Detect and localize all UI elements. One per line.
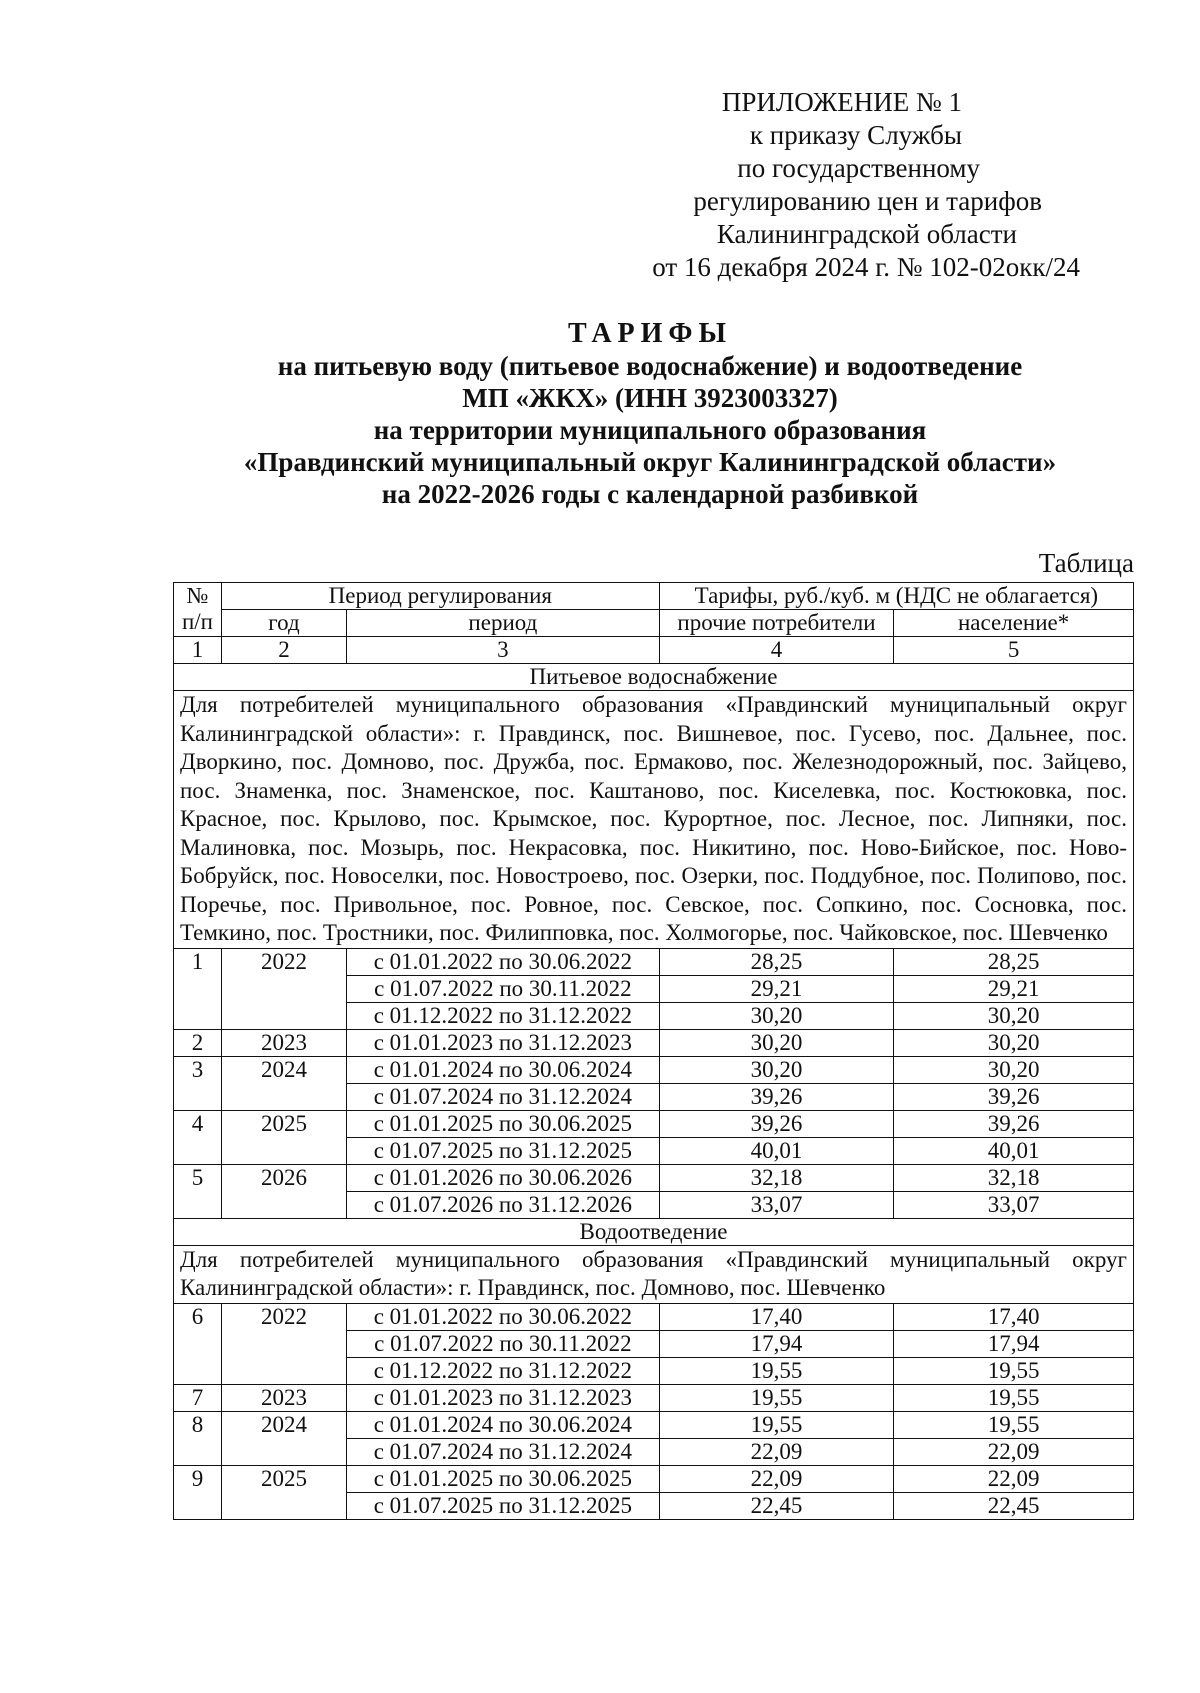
section-description: Для потребителей муниципального образования «Правдинский муниципальный округ Калининградской области»: г. Правдинск, пос. Домново, пос. Шевченко	[174, 1245, 1134, 1303]
row-tariff-population: 28,25	[894, 948, 1134, 975]
row-period: с 01.07.2026 по 31.12.2026	[347, 1191, 660, 1218]
table-row	[174, 1029, 1134, 1056]
row-tariff-other: 30,20	[659, 1056, 894, 1083]
appendix-line: к приказу Службы	[749, 120, 962, 150]
table-row	[174, 948, 1134, 975]
row-period: с 01.07.2025 по 31.12.2025	[347, 1137, 660, 1164]
header-num: № п/п	[174, 583, 222, 637]
row-tariff-other: 19,55	[659, 1411, 894, 1438]
row-number: 4	[174, 1110, 222, 1164]
appendix-line: по государственному	[737, 153, 980, 183]
table-caption: Таблица	[1038, 548, 1134, 578]
row-period: с 01.01.2022 по 30.06.2022	[347, 948, 660, 975]
row-tariff-population: 22,09	[894, 1465, 1134, 1492]
row-tariff-other: 22,09	[659, 1438, 894, 1465]
tariff-table-body	[174, 583, 1134, 1520]
column-number: 2	[221, 637, 346, 664]
row-year: 2022	[221, 948, 346, 1029]
row-tariff-other: 17,94	[659, 1330, 894, 1357]
document-title	[170, 318, 1130, 510]
title-heading: ТАРИФЫ	[568, 318, 732, 349]
row-tariff-population: 32,18	[894, 1164, 1134, 1191]
row-period: с 01.01.2022 по 30.06.2022	[347, 1303, 660, 1330]
row-year: 2026	[221, 1164, 346, 1218]
row-period: с 01.01.2025 по 30.06.2025	[347, 1465, 660, 1492]
appendix-line: ПРИЛОЖЕНИЕ № 1	[721, 87, 962, 117]
section-title: Питьевое водоснабжение	[174, 664, 1134, 691]
row-year: 2025	[221, 1110, 346, 1164]
table-row	[174, 1465, 1134, 1492]
row-number: 8	[174, 1411, 222, 1465]
row-period: с 01.12.2022 по 31.12.2022	[347, 1357, 660, 1384]
row-period: с 01.01.2024 по 30.06.2024	[347, 1411, 660, 1438]
title-line: на территории муниципального образования	[373, 415, 927, 445]
section-title-row	[174, 1218, 1134, 1245]
row-tariff-population: 19,55	[894, 1384, 1134, 1411]
row-number: 2	[174, 1029, 222, 1056]
row-year: 2022	[221, 1303, 346, 1384]
title-line: на питьевую воду (питьевое водоснабжение) и водоотведение	[277, 351, 1023, 381]
header-year: год	[221, 610, 346, 637]
row-year: 2024	[221, 1056, 346, 1110]
title-line: МП «ЖКХ» (ИНН 3923003327)	[462, 383, 838, 413]
row-tariff-other: 32,18	[659, 1164, 894, 1191]
row-tariff-population: 19,55	[894, 1357, 1134, 1384]
row-tariff-other: 19,55	[659, 1384, 894, 1411]
header-period-group: Период регулирования	[221, 583, 659, 610]
row-period: с 01.07.2022 по 30.11.2022	[347, 1330, 660, 1357]
row-tariff-other: 33,07	[659, 1191, 894, 1218]
row-period: с 01.07.2024 по 31.12.2024	[347, 1438, 660, 1465]
row-tariff-other: 39,26	[659, 1083, 894, 1110]
appendix-line: Калининградской области	[716, 219, 1017, 249]
appendix-line: регулированию цен и тарифов	[693, 186, 1042, 216]
row-period: с 01.01.2023 по 31.12.2023	[347, 1384, 660, 1411]
row-year: 2023	[221, 1029, 346, 1056]
row-period: с 01.07.2024 по 31.12.2024	[347, 1083, 660, 1110]
table-row	[174, 1303, 1134, 1330]
row-year: 2025	[221, 1465, 346, 1519]
column-number-row	[174, 637, 1134, 664]
row-tariff-population: 30,20	[894, 1056, 1134, 1083]
title-line: на 2022-2026 годы с календарной разбивкой	[381, 479, 919, 509]
header-population: население*	[894, 610, 1134, 637]
row-tariff-population: 29,21	[894, 975, 1134, 1002]
table-row	[174, 1411, 1134, 1438]
title-line: «Правдинский муниципальный округ Калининградской области»	[243, 447, 1057, 477]
section-description-row	[174, 1245, 1134, 1303]
section-description-row	[174, 691, 1134, 949]
row-period: с 01.07.2022 по 30.11.2022	[347, 975, 660, 1002]
row-period: с 01.07.2025 по 31.12.2025	[347, 1492, 660, 1519]
row-tariff-other: 30,20	[659, 1029, 894, 1056]
row-tariff-population: 39,26	[894, 1083, 1134, 1110]
header-tariff-group: Тарифы, руб./куб. м (НДС не облагается)	[659, 583, 1133, 610]
row-period: с 01.12.2022 по 31.12.2022	[347, 1002, 660, 1029]
row-number: 6	[174, 1303, 222, 1384]
row-period: с 01.01.2025 по 30.06.2025	[347, 1110, 660, 1137]
tariff-table	[173, 582, 1134, 1520]
row-tariff-population: 17,40	[894, 1303, 1134, 1330]
table-row	[174, 1056, 1134, 1083]
row-tariff-other: 29,21	[659, 975, 894, 1002]
section-description: Для потребителей муниципального образования «Правдинский муниципальный округ Калининградской области»: г. Правдинск, пос. Вишневое, пос. Гусево, пос. Дальнее, пос. Дворкино, пос. Домново, пос. Дружба, пос. Ермаково, пос. Железнодорожный, пос. Зайцево, пос. Знаменка, пос. Знаменское, пос. Каштаново, пос. Киселевка, пос. Костюковка, пос. Красное, пос. Крылово, пос. Крымское, пос. Курортное, пос. Лесное, пос. Липняки, пос. Малиновка, пос. Мозырь, пос. Некрасовка, пос. Никитино, пос. Ново-Бийское, пос. Ново-Бобруйск, пос. Новоселки, пос. Новостроево, пос. Озерки, пос. Поддубное, пос. Полипово, пос. Поречье, пос. Привольное, пос. Ровное, пос. Севское, пос. Сопкино, пос. Сосновка, пос. Темкино, пос. Тростники, пос. Филипповка, пос. Холмогорье, пос. Чайковское, пос. Шевченко	[174, 691, 1134, 949]
row-number: 9	[174, 1465, 222, 1519]
row-tariff-population: 33,07	[894, 1191, 1134, 1218]
row-tariff-population: 30,20	[894, 1002, 1134, 1029]
header-other: прочие потребители	[659, 610, 894, 637]
row-tariff-other: 19,55	[659, 1357, 894, 1384]
row-period: с 01.01.2024 по 30.06.2024	[347, 1056, 660, 1083]
section-title: Водоотведение	[174, 1218, 1134, 1245]
row-year: 2024	[221, 1411, 346, 1465]
table-row	[174, 1164, 1134, 1191]
row-tariff-population: 22,09	[894, 1438, 1134, 1465]
header-period: период	[347, 610, 660, 637]
row-tariff-other: 40,01	[659, 1137, 894, 1164]
row-year: 2023	[221, 1384, 346, 1411]
row-tariff-other: 22,09	[659, 1465, 894, 1492]
row-tariff-population: 39,26	[894, 1110, 1134, 1137]
row-tariff-other: 30,20	[659, 1002, 894, 1029]
row-tariff-population: 40,01	[894, 1137, 1134, 1164]
header-row	[174, 583, 1134, 610]
column-number: 5	[894, 637, 1134, 664]
table-row	[174, 1110, 1134, 1137]
table-row	[174, 1384, 1134, 1411]
row-tariff-population: 30,20	[894, 1029, 1134, 1056]
row-tariff-other: 17,40	[659, 1303, 894, 1330]
row-period: с 01.01.2026 по 30.06.2026	[347, 1164, 660, 1191]
column-number: 4	[659, 637, 894, 664]
row-tariff-other: 39,26	[659, 1110, 894, 1137]
section-title-row	[174, 664, 1134, 691]
row-number: 1	[174, 948, 222, 1029]
row-number: 7	[174, 1384, 222, 1411]
row-tariff-other: 22,45	[659, 1492, 894, 1519]
row-period: с 01.01.2023 по 31.12.2023	[347, 1029, 660, 1056]
column-number: 3	[347, 637, 660, 664]
row-tariff-population: 17,94	[894, 1330, 1134, 1357]
column-number: 1	[174, 637, 222, 664]
row-number: 3	[174, 1056, 222, 1110]
row-number: 5	[174, 1164, 222, 1218]
row-tariff-other: 28,25	[659, 948, 894, 975]
row-tariff-population: 22,45	[894, 1492, 1134, 1519]
header-row	[174, 610, 1134, 637]
appendix-block	[560, 86, 1080, 284]
row-tariff-population: 19,55	[894, 1411, 1134, 1438]
appendix-line: от 16 декабря 2024 г. № 102-02окк/24	[652, 252, 1080, 282]
